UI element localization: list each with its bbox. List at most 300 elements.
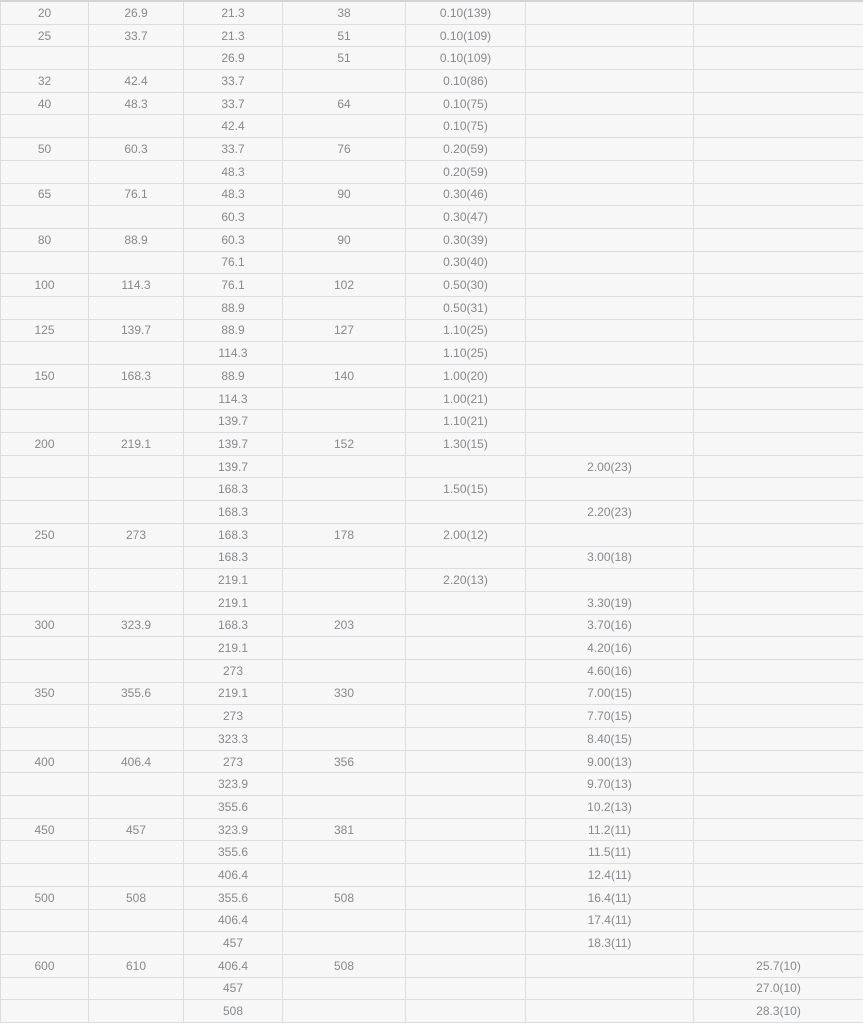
table-cell: 88.9 [184, 365, 283, 388]
table-cell [89, 251, 184, 274]
table-cell [283, 977, 406, 1000]
table-cell [283, 659, 406, 682]
table-cell: 168.3 [184, 546, 283, 569]
table-cell [526, 115, 694, 138]
table-cell: 508 [283, 886, 406, 909]
table-cell: 0.30(47) [406, 206, 526, 229]
table-cell [526, 160, 694, 183]
table-cell: 38 [283, 1, 406, 24]
table-cell [283, 387, 406, 410]
table-row [1, 909, 863, 932]
table-cell: 1.10(21) [406, 410, 526, 433]
table-cell [89, 796, 184, 819]
table-cell [406, 591, 526, 614]
table-cell [694, 796, 863, 819]
table-cell: 51 [283, 24, 406, 47]
table-cell [1, 932, 89, 955]
table-cell: 450 [1, 818, 89, 841]
table-row [1, 92, 863, 115]
table-cell [526, 296, 694, 319]
table-cell: 18.3(11) [526, 932, 694, 955]
table-cell: 90 [283, 228, 406, 251]
table-cell [694, 1, 863, 24]
table-cell: 65 [1, 183, 89, 206]
table-cell [283, 160, 406, 183]
table-cell: 508 [89, 886, 184, 909]
table-cell [526, 433, 694, 456]
table-cell: 102 [283, 274, 406, 297]
table-cell [694, 886, 863, 909]
table-cell: 139.7 [89, 319, 184, 342]
table-cell: 273 [89, 523, 184, 546]
table-cell: 0.20(59) [406, 138, 526, 161]
table-cell [89, 1000, 184, 1023]
table-cell: 60.3 [184, 206, 283, 229]
table-cell: 50 [1, 138, 89, 161]
table-cell: 16.4(11) [526, 886, 694, 909]
table-cell: 114.3 [184, 387, 283, 410]
table-cell: 406.4 [184, 909, 283, 932]
table-cell [89, 705, 184, 728]
table-cell [89, 864, 184, 887]
table-cell: 168.3 [184, 501, 283, 524]
table-row [1, 319, 863, 342]
table-cell [694, 206, 863, 229]
table-cell: 1.10(25) [406, 342, 526, 365]
table-cell [283, 773, 406, 796]
table-cell [1, 160, 89, 183]
table-cell: 25 [1, 24, 89, 47]
table-cell: 400 [1, 750, 89, 773]
table-row [1, 796, 863, 819]
table-cell [89, 410, 184, 433]
table-cell [406, 977, 526, 1000]
table-cell [406, 705, 526, 728]
table-row [1, 864, 863, 887]
table-row [1, 705, 863, 728]
table-cell [526, 954, 694, 977]
table-cell: 2.00(23) [526, 455, 694, 478]
table-cell [526, 523, 694, 546]
table-cell: 323.9 [184, 818, 283, 841]
table-cell [283, 342, 406, 365]
table-cell [89, 637, 184, 660]
table-cell: 457 [89, 818, 184, 841]
table-row [1, 818, 863, 841]
table-cell: 21.3 [184, 24, 283, 47]
table-cell: 500 [1, 886, 89, 909]
table-cell [406, 864, 526, 887]
table-cell: 26.9 [89, 1, 184, 24]
table-cell: 114.3 [89, 274, 184, 297]
table-cell [283, 70, 406, 93]
table-cell [1, 569, 89, 592]
table-cell [283, 637, 406, 660]
table-cell: 21.3 [184, 1, 283, 24]
table-cell: 323.3 [184, 728, 283, 751]
table-cell: 0.30(39) [406, 228, 526, 251]
table-cell [406, 954, 526, 977]
table-cell: 300 [1, 614, 89, 637]
table-cell: 219.1 [184, 569, 283, 592]
table-cell: 9.00(13) [526, 750, 694, 773]
table-cell [283, 501, 406, 524]
table-row [1, 523, 863, 546]
table-cell: 0.30(46) [406, 183, 526, 206]
table-cell: 127 [283, 319, 406, 342]
table-cell: 330 [283, 682, 406, 705]
table-cell [694, 546, 863, 569]
table-cell [283, 410, 406, 433]
table-cell: 3.30(19) [526, 591, 694, 614]
table-row [1, 1, 863, 24]
table-cell [694, 909, 863, 932]
table-cell: 200 [1, 433, 89, 456]
table-cell: 17.4(11) [526, 909, 694, 932]
table-row [1, 750, 863, 773]
table-row [1, 296, 863, 319]
table-cell: 33.7 [184, 138, 283, 161]
table-cell [694, 818, 863, 841]
table-cell: 355.6 [184, 886, 283, 909]
table-cell: 406.4 [184, 864, 283, 887]
table-cell: 1.30(15) [406, 433, 526, 456]
table-cell [694, 115, 863, 138]
table-cell: 125 [1, 319, 89, 342]
table-cell: 76.1 [89, 183, 184, 206]
table-cell: 0.50(31) [406, 296, 526, 319]
table-cell: 323.9 [184, 773, 283, 796]
table-cell [694, 637, 863, 660]
table-cell [694, 523, 863, 546]
table-cell: 2.20(23) [526, 501, 694, 524]
table-cell [283, 796, 406, 819]
table-cell [694, 92, 863, 115]
table-cell [1, 728, 89, 751]
table-cell: 356 [283, 750, 406, 773]
table-row [1, 682, 863, 705]
table-row [1, 228, 863, 251]
table-cell [283, 455, 406, 478]
table-cell: 0.10(86) [406, 70, 526, 93]
table-cell [1, 296, 89, 319]
table-cell: 26.9 [184, 47, 283, 70]
table-row [1, 591, 863, 614]
table-cell [694, 274, 863, 297]
table-cell: 219.1 [184, 682, 283, 705]
table-cell [526, 1, 694, 24]
table-cell: 25.7(10) [694, 954, 863, 977]
table-cell [283, 569, 406, 592]
table-cell: 323.9 [89, 614, 184, 637]
table-cell: 88.9 [184, 296, 283, 319]
table-cell [1, 478, 89, 501]
table-cell: 355.6 [89, 682, 184, 705]
table-cell [694, 410, 863, 433]
table-cell [89, 160, 184, 183]
table-row [1, 886, 863, 909]
table-cell: 1.00(20) [406, 365, 526, 388]
table-cell: 9.70(13) [526, 773, 694, 796]
table-cell: 139.7 [184, 455, 283, 478]
table-row [1, 614, 863, 637]
table-cell: 219.1 [184, 637, 283, 660]
table-cell [89, 455, 184, 478]
table-cell [89, 569, 184, 592]
table-cell: 406.4 [184, 954, 283, 977]
table-cell: 3.00(18) [526, 546, 694, 569]
table-cell [526, 410, 694, 433]
table-row [1, 251, 863, 274]
table-cell [694, 387, 863, 410]
table-cell [694, 47, 863, 70]
table-cell [526, 206, 694, 229]
table-row [1, 365, 863, 388]
table-cell [526, 251, 694, 274]
table-cell: 0.10(109) [406, 47, 526, 70]
table-cell: 42.4 [184, 115, 283, 138]
table-cell [406, 909, 526, 932]
table-cell [526, 138, 694, 161]
table-cell: 88.9 [89, 228, 184, 251]
table-cell: 8.40(15) [526, 728, 694, 751]
table-cell [694, 659, 863, 682]
table-cell: 7.70(15) [526, 705, 694, 728]
table-row [1, 501, 863, 524]
table-cell [283, 251, 406, 274]
table-cell: 11.2(11) [526, 818, 694, 841]
table-cell: 140 [283, 365, 406, 388]
table-cell [526, 274, 694, 297]
table-cell: 203 [283, 614, 406, 637]
table-cell: 168.3 [184, 478, 283, 501]
table-cell [89, 115, 184, 138]
table-cell [526, 478, 694, 501]
table-cell: 11.5(11) [526, 841, 694, 864]
table-cell [283, 115, 406, 138]
table-cell [89, 342, 184, 365]
table-cell: 150 [1, 365, 89, 388]
table-cell [1, 47, 89, 70]
table-row [1, 410, 863, 433]
table-cell: 1.10(25) [406, 319, 526, 342]
table-cell: 350 [1, 682, 89, 705]
table-cell: 60.3 [89, 138, 184, 161]
table-cell [694, 569, 863, 592]
table-cell [1, 977, 89, 1000]
table-cell [406, 659, 526, 682]
table-cell: 76.1 [184, 251, 283, 274]
table-row [1, 569, 863, 592]
table-cell [283, 932, 406, 955]
table-cell [406, 728, 526, 751]
table-body [1, 1, 863, 1022]
table-cell [526, 1000, 694, 1023]
table-cell [406, 455, 526, 478]
table-cell [526, 342, 694, 365]
table-cell: 0.10(75) [406, 92, 526, 115]
table-cell [694, 773, 863, 796]
table-cell [694, 70, 863, 93]
table-cell [406, 1000, 526, 1023]
table-cell [89, 546, 184, 569]
table-cell: 88.9 [184, 319, 283, 342]
table-cell: 0.50(30) [406, 274, 526, 297]
table-cell: 0.10(139) [406, 1, 526, 24]
table-cell [89, 773, 184, 796]
table-cell [526, 183, 694, 206]
table-cell [526, 365, 694, 388]
table-cell [89, 932, 184, 955]
table-cell [1, 455, 89, 478]
table-cell [694, 501, 863, 524]
table-cell: 48.3 [184, 160, 283, 183]
table-cell: 64 [283, 92, 406, 115]
table-cell: 508 [283, 954, 406, 977]
table-row [1, 977, 863, 1000]
table-cell: 0.10(75) [406, 115, 526, 138]
table-row [1, 70, 863, 93]
table-cell [1, 115, 89, 138]
table-cell [694, 864, 863, 887]
table-row [1, 274, 863, 297]
table-cell [694, 433, 863, 456]
table-cell [89, 728, 184, 751]
table-cell: 168.3 [184, 614, 283, 637]
table-cell: 4.20(16) [526, 637, 694, 660]
table-cell [694, 841, 863, 864]
table-cell: 33.7 [184, 92, 283, 115]
table-cell [1, 387, 89, 410]
table-cell [526, 569, 694, 592]
table-cell [694, 160, 863, 183]
table-cell [89, 909, 184, 932]
table-row [1, 433, 863, 456]
table-cell [694, 705, 863, 728]
table-row [1, 841, 863, 864]
table-cell [526, 977, 694, 1000]
table-cell: 1.50(15) [406, 478, 526, 501]
table-cell: 355.6 [184, 796, 283, 819]
table-cell: 12.4(11) [526, 864, 694, 887]
table-cell: 508 [184, 1000, 283, 1023]
table-cell [283, 478, 406, 501]
table-row [1, 24, 863, 47]
table-cell [406, 682, 526, 705]
table-cell: 139.7 [184, 433, 283, 456]
table-row [1, 637, 863, 660]
table-cell [1, 410, 89, 433]
table-row [1, 478, 863, 501]
table-cell [283, 841, 406, 864]
table-cell [1, 796, 89, 819]
table-row [1, 387, 863, 410]
table-cell [406, 750, 526, 773]
table-cell [1, 909, 89, 932]
table-cell: 7.00(15) [526, 682, 694, 705]
table-cell [283, 591, 406, 614]
table-cell [694, 319, 863, 342]
table-cell [1, 841, 89, 864]
table-cell [694, 478, 863, 501]
table-cell [1, 206, 89, 229]
table-cell [89, 591, 184, 614]
table-cell: 32 [1, 70, 89, 93]
table-cell [283, 546, 406, 569]
table-cell: 600 [1, 954, 89, 977]
table-cell: 3.70(16) [526, 614, 694, 637]
table-row [1, 342, 863, 365]
table-cell: 60.3 [184, 228, 283, 251]
table-cell: 28.3(10) [694, 1000, 863, 1023]
table-cell: 76 [283, 138, 406, 161]
table-row [1, 183, 863, 206]
table-row [1, 954, 863, 977]
table-cell [1, 591, 89, 614]
table-cell [694, 183, 863, 206]
table-cell: 219.1 [184, 591, 283, 614]
table-cell [283, 909, 406, 932]
table-cell [406, 818, 526, 841]
table-cell [1, 864, 89, 887]
table-cell: 10.2(13) [526, 796, 694, 819]
table-cell [283, 864, 406, 887]
table-row [1, 206, 863, 229]
table-cell [694, 24, 863, 47]
table-row [1, 546, 863, 569]
table-row [1, 932, 863, 955]
table-cell: 76.1 [184, 274, 283, 297]
table-cell [406, 932, 526, 955]
table-cell [406, 796, 526, 819]
table-cell [89, 478, 184, 501]
table-cell [1, 773, 89, 796]
table-row [1, 773, 863, 796]
table-cell: 2.20(13) [406, 569, 526, 592]
table-cell [1, 1000, 89, 1023]
table-cell [526, 70, 694, 93]
table-cell [1, 659, 89, 682]
table-cell: 273 [184, 705, 283, 728]
table-row [1, 728, 863, 751]
table-row [1, 115, 863, 138]
table-cell [1, 501, 89, 524]
table-cell [406, 773, 526, 796]
table-cell: 457 [184, 977, 283, 1000]
table-cell [89, 659, 184, 682]
table-row [1, 138, 863, 161]
table-cell [406, 501, 526, 524]
table-cell [694, 342, 863, 365]
table-cell: 219.1 [89, 433, 184, 456]
table-cell: 178 [283, 523, 406, 546]
table-cell: 40 [1, 92, 89, 115]
table-cell [694, 251, 863, 274]
table-row [1, 455, 863, 478]
table-cell [89, 296, 184, 319]
table-cell [694, 138, 863, 161]
table-cell: 139.7 [184, 410, 283, 433]
table-cell: 27.0(10) [694, 977, 863, 1000]
table-cell [526, 92, 694, 115]
table-cell [694, 614, 863, 637]
table-cell: 100 [1, 274, 89, 297]
table-cell [694, 296, 863, 319]
table-cell: 406.4 [89, 750, 184, 773]
table-cell [1, 546, 89, 569]
table-cell: 114.3 [184, 342, 283, 365]
table-cell: 273 [184, 750, 283, 773]
